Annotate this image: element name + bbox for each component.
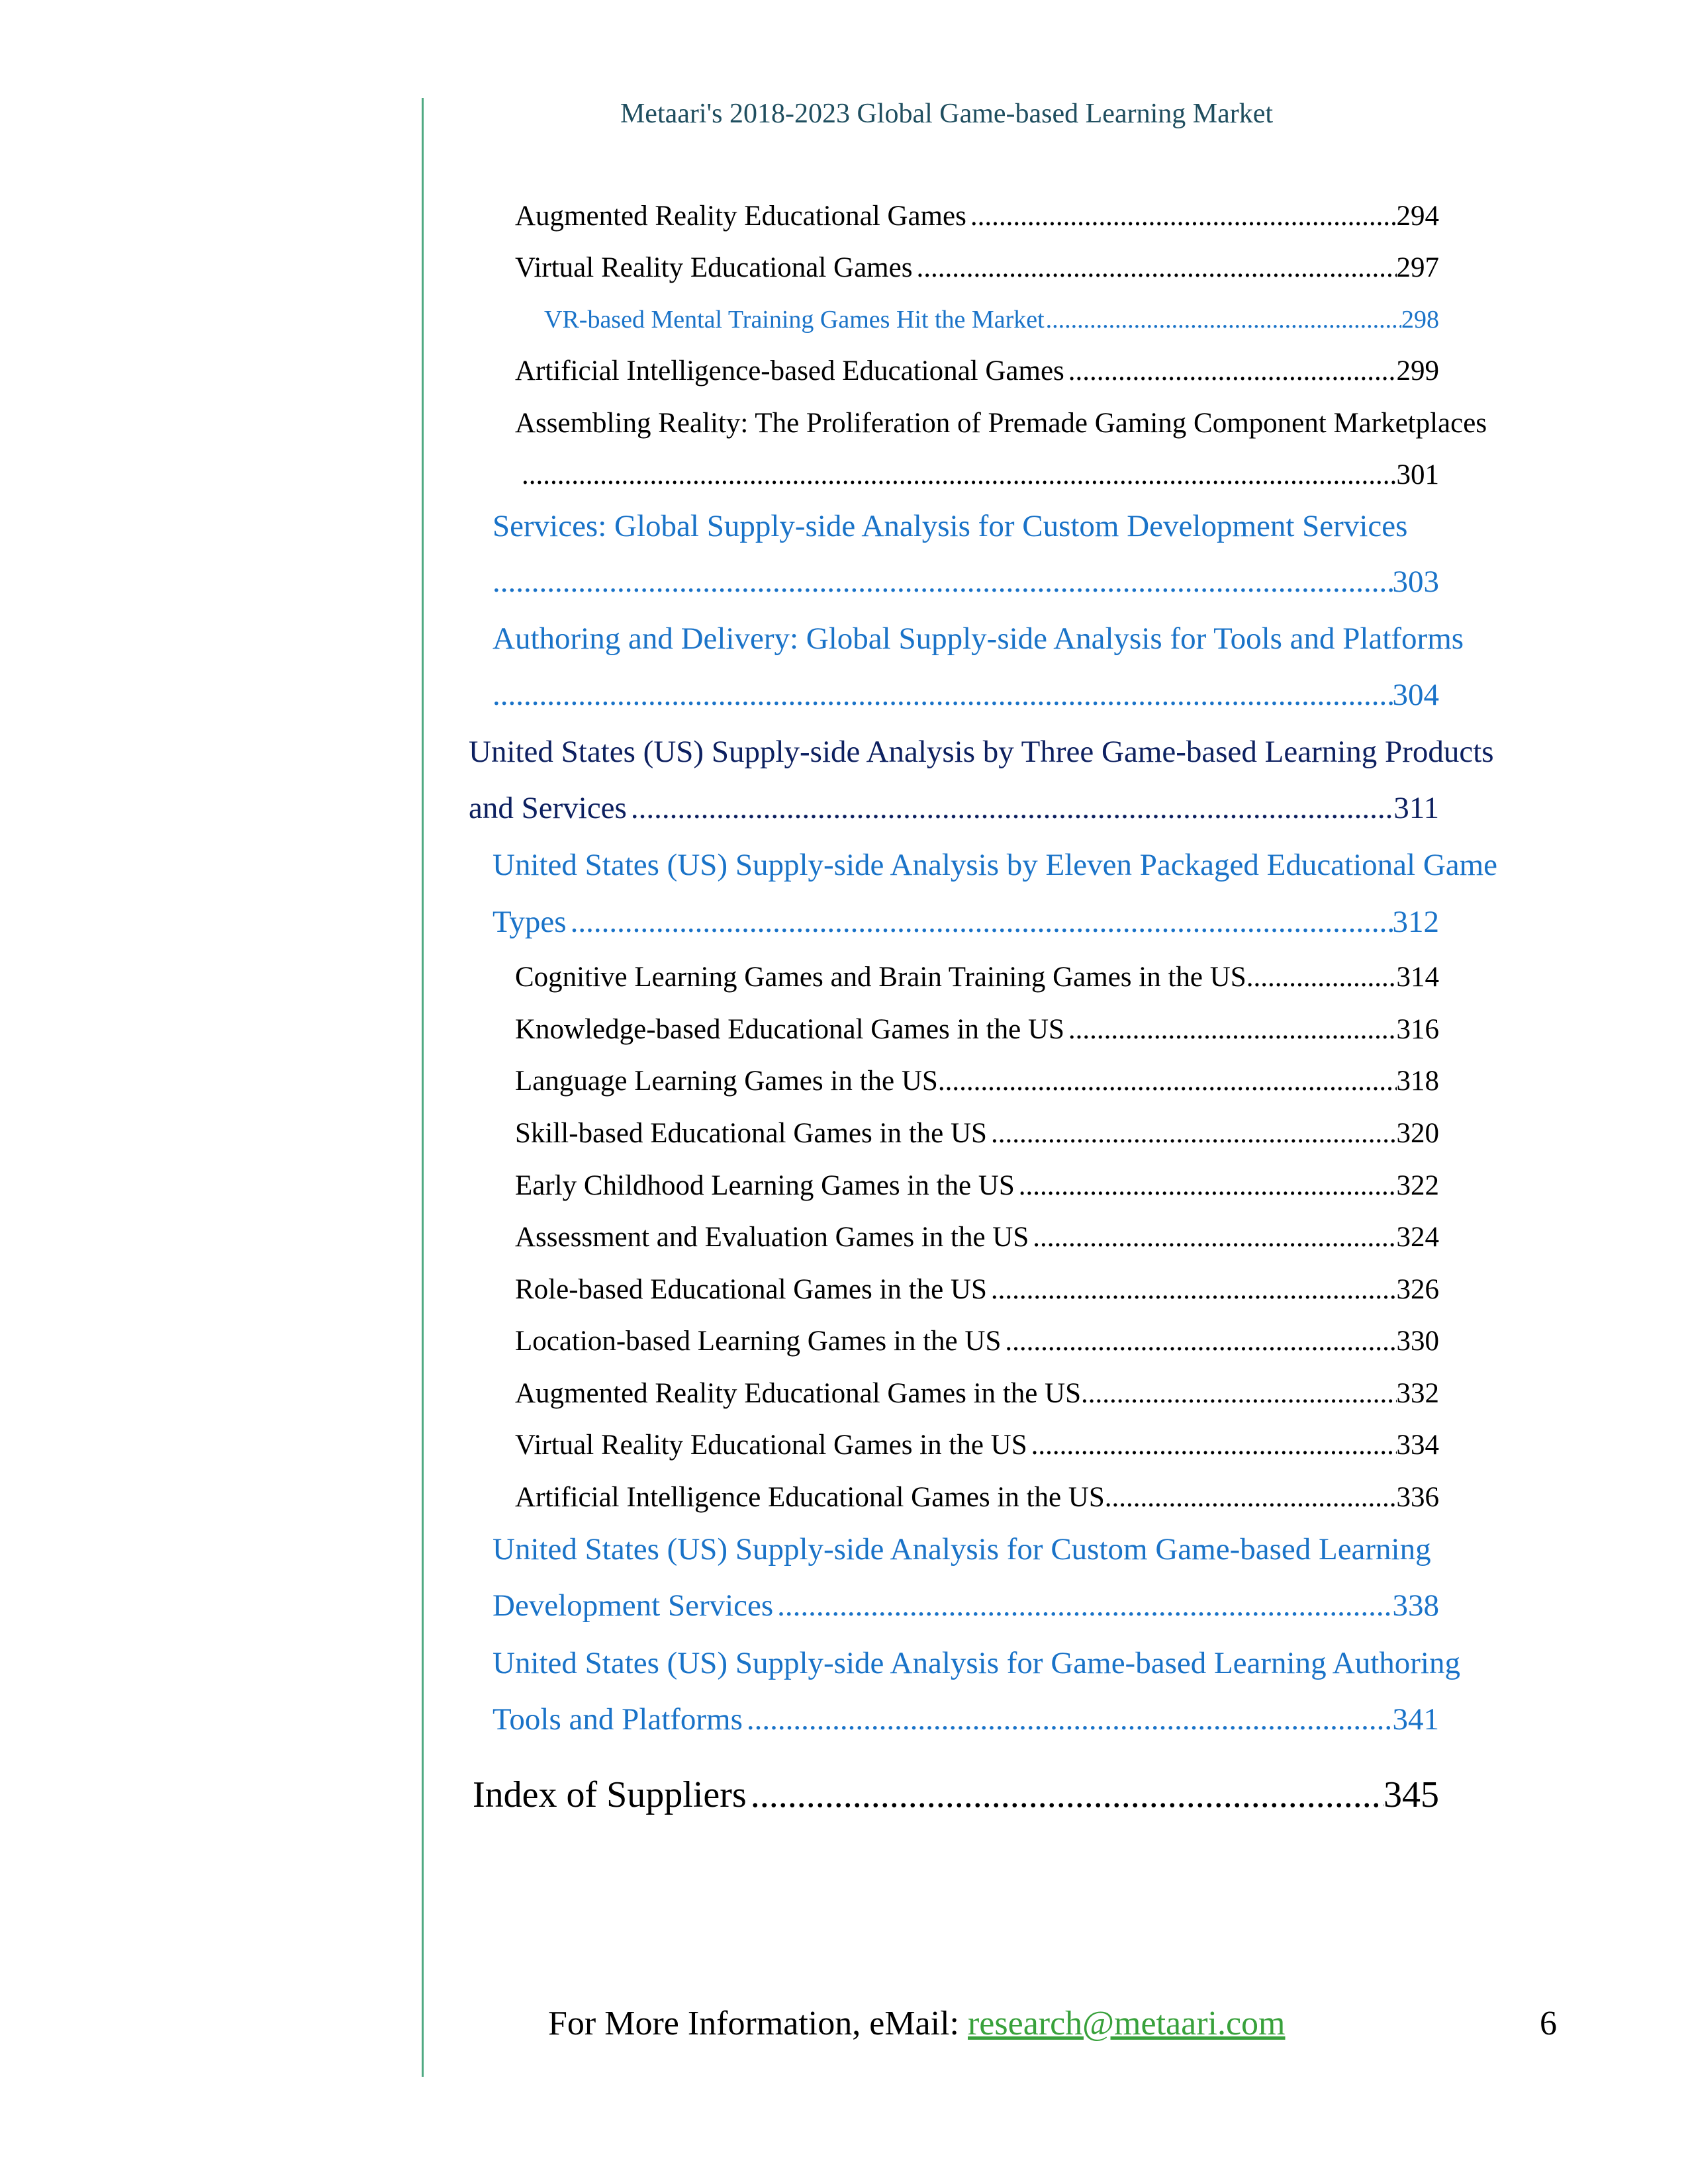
toc-leader-dots [492, 567, 1393, 598]
toc-leader-dots [1105, 1483, 1397, 1512]
toc-entry-title: Assessment and Evaluation Games in the US [515, 1222, 1029, 1253]
toc-leader-dots [1001, 1327, 1396, 1355]
toc-entry[interactable] [515, 1067, 1439, 1095]
toc-entry-page: 320 [1396, 1118, 1439, 1149]
toc-entry-page: 311 [1393, 791, 1439, 825]
toc-leader-dots [627, 793, 1393, 824]
toc-entry-title: Types [492, 905, 567, 939]
toc-entry-title: Virtual Reality Educational Games in the US [515, 1430, 1027, 1461]
toc-entry[interactable] [515, 1015, 1439, 1044]
toc-entry-page: 330 [1396, 1326, 1439, 1357]
toc-entry-title: Artificial Intelligence Educational Games in the US [515, 1482, 1105, 1513]
toc-entry[interactable] [515, 1119, 1439, 1148]
toc-entry-page: 303 [1392, 565, 1439, 599]
toc-leader-dots [522, 461, 1397, 489]
toc-entry-page: 298 [1401, 306, 1439, 334]
toc-entry-title: Location-based Learning Games in the US [515, 1326, 1002, 1357]
toc-leader-dots [1045, 307, 1401, 332]
toc-entry[interactable] [515, 357, 1439, 385]
page-footer [548, 2004, 1286, 2043]
toc-entry-title: Artificial Intelligence-based Educational Games [515, 355, 1064, 387]
toc-entry-page: 322 [1396, 1170, 1439, 1201]
toc-entry[interactable] [515, 253, 1439, 282]
toc-entry-index[interactable] [473, 1776, 1439, 1813]
toc-entry-title: Knowledge-based Educational Games in the US [515, 1014, 1064, 1045]
toc-leader-dots [1027, 1431, 1397, 1459]
toc-entry[interactable] [515, 963, 1439, 991]
toc-entry-page: 332 [1396, 1378, 1439, 1409]
toc-entry-page: 294 [1396, 201, 1439, 232]
toc-leader-dots [743, 1704, 1393, 1735]
toc-entry-title[interactable]: Services: Global Supply-side Analysis for Custom Development Services [492, 509, 1408, 543]
toc-entry[interactable] [515, 1431, 1439, 1459]
toc-leader-dots [987, 1275, 1397, 1304]
toc-entry-page: 304 [1392, 678, 1439, 712]
toc-entry-page: 324 [1396, 1222, 1439, 1253]
toc-entry-title: Skill-based Educational Games in the US [515, 1118, 987, 1149]
toc-entry-page: 314 [1396, 962, 1439, 993]
toc-entry-title: VR-based Mental Training Games Hit the Market [544, 306, 1045, 334]
toc-entry-title: Development Services [492, 1588, 774, 1623]
toc-leader-dots [1029, 1223, 1396, 1251]
toc-leader-dots [1064, 357, 1397, 385]
toc-entry-title[interactable]: United States (US) Supply-side Analysis by Three Game-based Learning Products [469, 735, 1494, 769]
toc-entry-title: Early Childhood Learning Games in the US [515, 1170, 1015, 1201]
toc-entry-title: and Services [469, 791, 627, 825]
toc-entry-title[interactable]: United States (US) Supply-side Analysis for Game-based Learning Authoring [492, 1646, 1460, 1680]
toc-entry-page: 345 [1383, 1774, 1439, 1815]
toc-leader-dots [747, 1776, 1383, 1813]
toc-leader-dots [567, 907, 1393, 938]
toc-leader-dots [492, 680, 1393, 711]
toc-leader-dots [773, 1590, 1392, 1621]
toc-leader-dots [966, 202, 1397, 230]
toc-entry[interactable] [515, 1379, 1439, 1408]
toc-entry-page: 334 [1396, 1430, 1439, 1461]
email-link[interactable]: research@metaari.com [967, 2005, 1286, 2042]
toc-entry-title[interactable]: United States (US) Supply-side Analysis for Custom Game-based Learning [492, 1532, 1431, 1567]
toc-entry[interactable] [515, 1275, 1439, 1304]
toc-entry[interactable] [492, 1590, 1439, 1621]
toc-entry-title[interactable]: United States (US) Supply-side Analysis by Eleven Packaged Educational Game [492, 848, 1498, 882]
toc-leader-dots [1081, 1379, 1396, 1408]
toc-entry[interactable] [469, 793, 1439, 824]
toc-leader-dots [912, 253, 1396, 282]
toc-entry-title: Cognitive Learning Games and Brain Training Games in the US [515, 962, 1246, 993]
toc-leader-dots [987, 1119, 1397, 1148]
toc-entry-page: 341 [1392, 1702, 1439, 1737]
toc-entry-title: Virtual Reality Educational Games [515, 252, 913, 283]
toc-entry-page: 338 [1392, 1588, 1439, 1623]
page-number: 6 [1540, 2005, 1557, 2042]
toc-entry[interactable] [492, 907, 1439, 938]
toc-entry-title: Language Learning Games in the US [515, 1066, 938, 1097]
toc-entry-page: 316 [1396, 1014, 1439, 1045]
toc-entry-page: 336 [1396, 1482, 1439, 1513]
toc-leader-dots [1246, 963, 1397, 991]
toc-entry-title[interactable]: Authoring and Delivery: Global Supply-side Analysis for Tools and Platforms [492, 621, 1464, 656]
toc-entry[interactable] [515, 1327, 1439, 1355]
toc-entry[interactable] [544, 307, 1439, 332]
toc-entry[interactable] [492, 1704, 1439, 1735]
toc-leader-dots [1064, 1015, 1397, 1044]
toc-entry-title: Tools and Platforms [492, 1702, 743, 1737]
toc-entry-page: 301 [1396, 459, 1439, 490]
toc-entry-page: 299 [1396, 355, 1439, 387]
toc-entry[interactable] [515, 1171, 1439, 1200]
toc-entry[interactable] [522, 461, 1439, 489]
toc-entry[interactable] [492, 567, 1439, 598]
toc-entry[interactable] [515, 202, 1439, 230]
toc-entry-title: Index of Suppliers [473, 1774, 747, 1815]
toc-entry-page: 318 [1396, 1066, 1439, 1097]
toc-entry[interactable] [515, 1483, 1439, 1512]
toc-entry-title[interactable]: Assembling Reality: The Proliferation of Premade Gaming Component Marketplaces [515, 408, 1487, 439]
toc-entry-title: Augmented Reality Educational Games in the US [515, 1378, 1082, 1409]
toc-entry-title: Role-based Educational Games in the US [515, 1274, 987, 1305]
toc-leader-dots [1015, 1171, 1397, 1200]
toc-entry-title: Augmented Reality Educational Games [515, 201, 966, 232]
page-header: Metaari's 2018-2023 Global Game-based Learning Market [620, 99, 1274, 129]
toc-entry-page: 326 [1396, 1274, 1439, 1305]
margin-rule [422, 98, 424, 2077]
footer-text: For More Information, eMail: [548, 2005, 968, 2042]
toc-entry[interactable] [515, 1223, 1439, 1251]
toc-leader-dots [938, 1067, 1397, 1095]
toc-entry-page: 312 [1392, 905, 1439, 939]
toc-entry-page: 297 [1396, 252, 1439, 283]
toc-entry[interactable] [492, 680, 1439, 711]
